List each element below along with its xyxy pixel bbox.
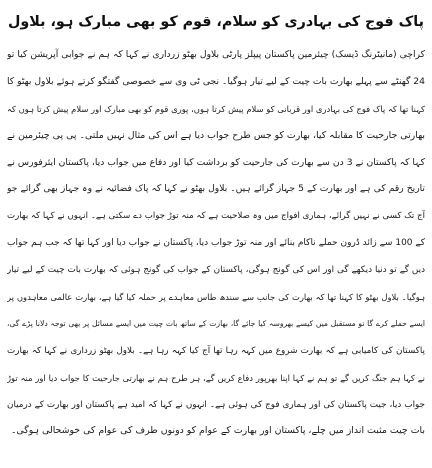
article-line: ہوگیا۔ بلاول بھٹو کا کہنا تھا کہ بھارت کی جانب سے سندھ طاس معاہدے پر حملہ کیا گیا ہے، بھارت عالمی معاہدوں پر (7, 292, 425, 303)
article-body (5, 42, 427, 445)
article-line: کے 100 سے زائد ڈرون حملے ناکام بنائے اور منہ توڑ جواب دیا، پاکستان نے جواب دیا اور کہا تھا کہ جب ہم جواب (7, 238, 425, 249)
article-headline: پاک فوج کی بہادری کو سلام، قوم کو بھی مبارک ہو، بلاول (8, 14, 424, 30)
article-line: نے کہا ہم جنگ کریں گے تو ہم نے کہا اپنا بھرپور دفاع کریں گے، ہر طرح ہم نے بھارتی جارحیت کا جواب دیا اور منہ توڑ (7, 372, 425, 383)
article-line: کہنا تھا کہ پاک فوج کی بہادری اور قربانی کو سلام پیش کرتا ہوں، پوری قوم کو بھی مبارک اور سلام پیش کرتا ہوں کہ (7, 103, 425, 114)
article-line: جواب دیا، جیت پاکستان کی اور ہماری فوج کی ہوئی ہے۔ انہوں نے کہا کہ امید ہے پاکستان اور بھارت کے درمیان (7, 399, 425, 410)
article-line: کراچی (مانیٹرنگ ڈیسک) چیئرمین پاکستان پیپلز پارٹی بلاول بھٹو زرداری نے کہا کہ ہم نے جوابی آپریشن کیا تو (7, 49, 425, 60)
article-line: آج تک کسی نے نہیں گرائے، ہماری افواج میں وہ صلاحیت ہے کہ منہ توڑ جواب دے سکتی ہے۔ انہوں نے کہا کہ بھارت (7, 211, 425, 222)
article-line: بھارتی جارحیت کا مقابلہ کیا، بھارت کو جس طرح جواب دیا ہے اس کی مثال نہیں ملتی۔ پی پی چیئرمین نے (7, 129, 425, 141)
article-line: پاکستان کی کامیابی ہے کہ بھارت شروع میں کہہ رہا تھا آج کیا کہہ رہا ہے۔ بلاول بھٹو زرداری نے کہا کہ بھارت (7, 345, 425, 356)
article-line: دیں گے تو دنیا دیکھے گی اور اس کی گونج ہوگی، پاکستان کے جواب کی گونج ہوئی کہ بھارت بات چیت کے لیے تیار (7, 265, 425, 276)
article-line: کہا کہ پاکستان نے 3 دن سے بھارت کی جارحیت کو برداشت کیا اور دفاع میں جواب دیا، پاکستان ایئرفورس نے (7, 156, 425, 168)
article-line: ایسے حملے کرے گا تو مستقبل میں کیسے بھروسہ کیا جائے گا، بھارت کے ساتھ بات چیت میں ایسے مسائل پر بھی توجہ دلانا پڑے گی، (7, 318, 425, 328)
article-line: بات چیت مثبت انداز میں چلے، پاکستان اور بھارت کے عوام کو دونوں طرف کی عوام کی خوشحالی ہوگی۔ (10, 425, 425, 437)
article-line: 24 گھنٹے سے پہلے بھارت بات چیت کے لیے تیار ہوگیا۔ نجی ٹی وی سے خصوصی گفتگو کرتے ہوئے بلاول بھٹو کا (7, 75, 425, 87)
article-line: تاریخ رقم کی ہے اور بھارت کے 5 جہاز گرائے ہیں۔ بلاول بھٹو نے کہا کہ پاک فضائیہ نے وہ جہاز بھی گرائے جو (7, 183, 425, 195)
